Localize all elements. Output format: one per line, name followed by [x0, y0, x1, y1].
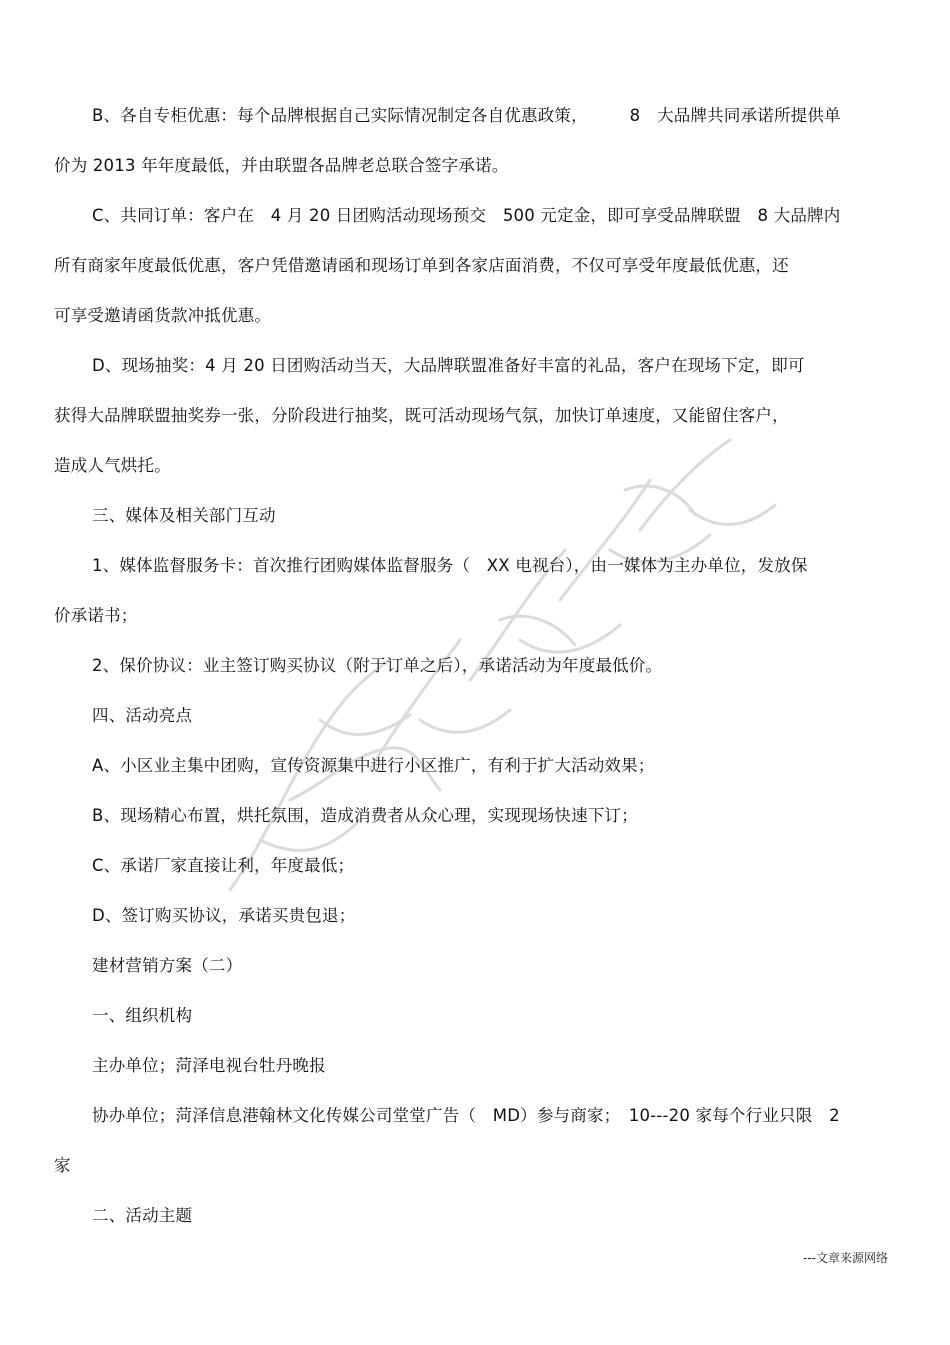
text-line-17: D、签订购买协议，承诺买贵包退；: [92, 906, 356, 925]
text-line-2: 价为 2013 年年度最低，并由联盟各品牌老总联合签字承诺。: [54, 156, 509, 175]
text-line-8: 造成人气烘托。: [54, 456, 171, 475]
section-heading-4: 四、活动亮点: [92, 706, 193, 725]
text-line-15: B、现场精心布置，烘托氛围，造成消费者从众心理，实现现场快速下订；: [92, 806, 638, 825]
text-line-1: B、各自专柜优惠：每个品牌根据自己实际情况制定各自优惠政策， 8 大品牌共同承诺所提供单: [92, 106, 841, 125]
text-line-20: 主办单位；菏泽电视台牡丹晚报: [92, 1056, 326, 1075]
text-line-6: D、现场抽奖：4 月 20 日团购活动当天，大品牌联盟准备好丰富的礼品，客户在现场下定，即可: [92, 356, 805, 375]
section-heading-org: 一、组织机构: [92, 1006, 193, 1025]
text-line-3: C、共同订单：客户在 4 月 20 日团购活动现场预交 500 元定金，即可享受品牌联盟 8 大品牌内: [92, 206, 841, 225]
text-line-11: 价承诺书；: [54, 606, 138, 625]
text-line-16: C、承诺厂家直接让利，年度最低；: [92, 856, 355, 875]
text-line-14: A、小区业主集中团购，宣传资源集中进行小区推广，有利于扩大活动效果；: [92, 756, 655, 775]
section-heading-theme: 二、活动主题: [92, 1206, 193, 1225]
text-line-22: 家: [54, 1156, 71, 1175]
section-heading-3: 三、媒体及相关部门互动: [92, 506, 276, 525]
text-line-12: 2、保价协议：业主签订购买协议（附于订单之后），承诺活动为年度最低价。: [92, 656, 663, 675]
text-line-7: 获得大品牌联盟抽奖券一张，分阶段进行抽奖，既可活动现场气氛，加快订单速度，又能留住客户，: [54, 406, 789, 425]
text-line-21: 协办单位；菏泽信息港翰林文化传媒公司堂堂广告（ MD）参与商家； 10---20 家每个行业只限 2: [92, 1106, 840, 1125]
text-line-4: 所有商家年度最低优惠，客户凭借邀请函和现场订单到各家店面消费，不仅可享受年度最低优惠，还: [54, 256, 789, 275]
text-line-10: 1、媒体监督服务卡：首次推行团购媒体监督服务（ XX 电视台），由一媒体为主办单位，发放保: [92, 556, 808, 575]
footer-source-note: ---文章来源网络: [803, 1251, 888, 1265]
text-line-5: 可享受邀请函货款冲抵优惠。: [54, 306, 272, 325]
document-subtitle: 建材营销方案（二）: [92, 956, 243, 975]
